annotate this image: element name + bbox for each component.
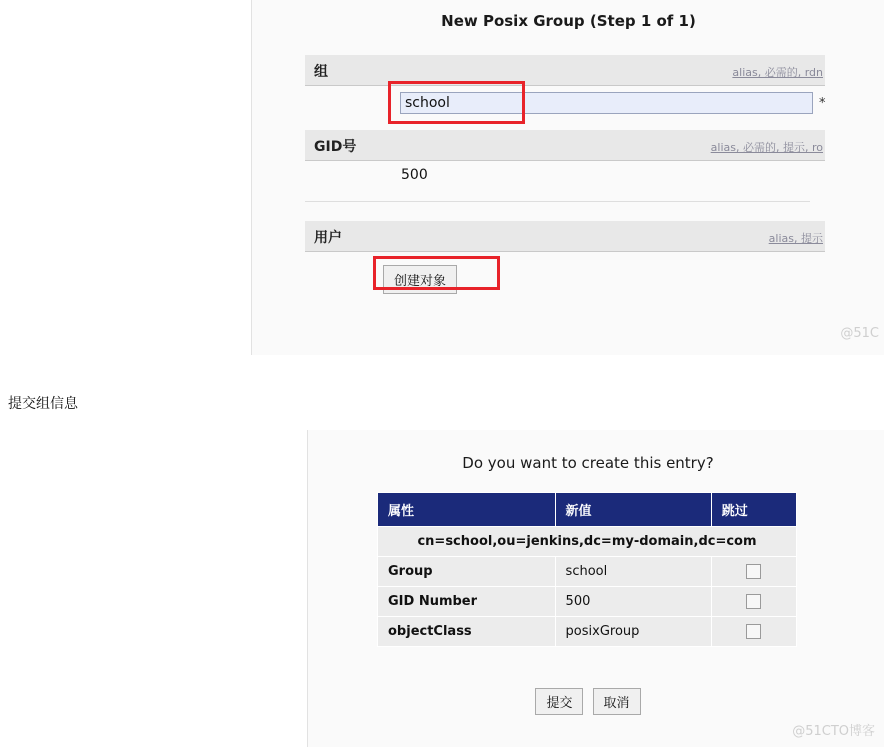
gid-divider: [305, 201, 810, 202]
group-name-input[interactable]: [400, 92, 813, 114]
group-input-row: [305, 86, 825, 130]
watermark-bottom: @51CTO博客: [792, 724, 875, 739]
confirm-entry-panel: [307, 430, 884, 747]
submit-button[interactable]: 提交: [535, 688, 583, 715]
group-form: [305, 55, 825, 300]
cancel-button[interactable]: 取消: [593, 688, 641, 715]
gid-value-row: [305, 161, 825, 221]
confirm-title: Do you want to create this entry?: [462, 454, 714, 472]
table-header-row: [378, 493, 797, 527]
skip-checkbox-icon[interactable]: [746, 624, 761, 639]
column-header-new-value: 新值: [555, 493, 711, 527]
gid-section-header: [305, 130, 825, 161]
skip-checkbox-icon[interactable]: [746, 594, 761, 609]
gid-attribute-links[interactable]: alias, 必需的, 提示, ro: [710, 141, 823, 154]
user-section-header: [305, 221, 825, 252]
table-row-dn: [378, 527, 797, 557]
table-row: [378, 557, 797, 587]
confirm-table: [377, 492, 797, 647]
create-object-button[interactable]: 创建对象: [383, 265, 457, 294]
table-row: [378, 617, 797, 647]
row-attribute-objectclass: objectClass: [378, 617, 556, 647]
gid-label: GID号: [314, 139, 357, 155]
group-section-header: [305, 55, 825, 86]
entry-dn: cn=school,ou=jenkins,dc=my-domain,dc=com: [378, 527, 797, 557]
column-header-skip: 跳过: [711, 493, 796, 527]
table-row: [378, 587, 797, 617]
row-skip-group[interactable]: [711, 557, 796, 587]
row-attribute-gid: GID Number: [378, 587, 556, 617]
step-caption: 提交组信息: [8, 396, 78, 412]
row-skip-gid[interactable]: [711, 587, 796, 617]
row-skip-objectclass[interactable]: [711, 617, 796, 647]
page-title: New Posix Group (Step 1 of 1): [441, 12, 696, 30]
new-posix-group-panel: [251, 0, 884, 355]
user-attribute-links[interactable]: alias, 提示: [768, 232, 823, 245]
gid-value: 500: [401, 167, 428, 183]
skip-checkbox-icon[interactable]: [746, 564, 761, 579]
confirm-button-row: [308, 688, 868, 715]
user-label: 用户: [314, 230, 342, 246]
group-label: 组: [314, 64, 328, 80]
required-marker: *: [819, 96, 826, 111]
group-attribute-links[interactable]: alias, 必需的, rdn: [732, 66, 823, 79]
watermark-top: @51C: [840, 326, 879, 341]
row-value-objectclass: posixGroup: [555, 617, 711, 647]
column-header-attribute: 属性: [378, 493, 556, 527]
row-value-gid: 500: [555, 587, 711, 617]
row-attribute-group: Group: [378, 557, 556, 587]
row-value-group: school: [555, 557, 711, 587]
